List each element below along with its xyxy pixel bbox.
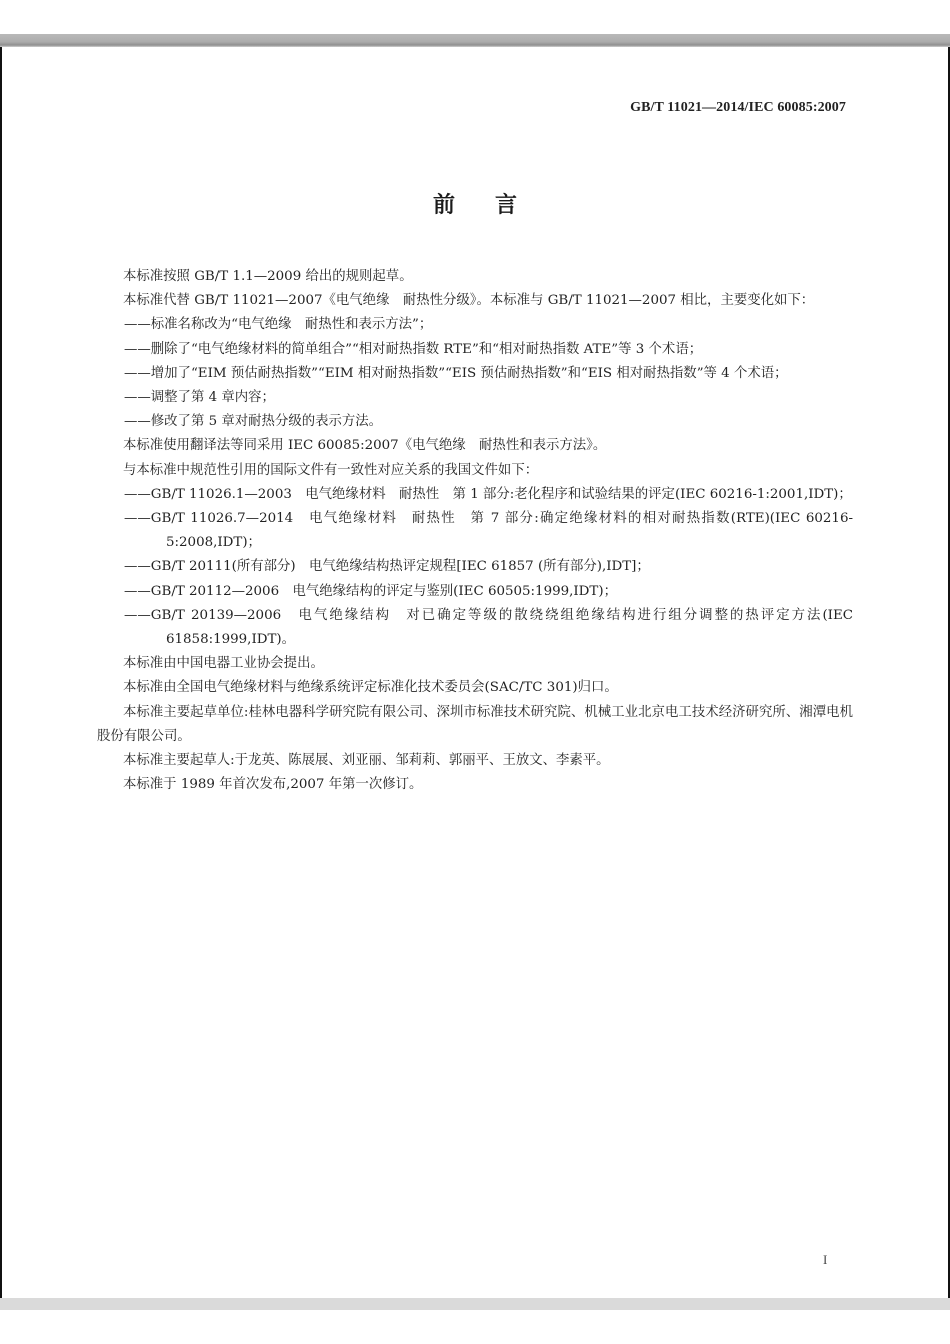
list-item: ——修改了第 5 章对耐热分级的表示方法。 [124,414,383,430]
list-item: ——GB/T 11026.1—2003 电气绝缘材料 耐热性 第 1 部分:老化程序和试验结果的评定(IEC 60216-1:2001,IDT)； [124,486,852,502]
foreword-body [97,265,853,797]
standard-code-header: GB/T 11021—2014/IEC 60085:2007 [630,100,846,115]
list-item: ——GB/T 11026.7—2014 电气绝缘材料 耐热性 第 7 部分:确定绝缘材料的相对耐热指数(RTE)(IEC 60216-5:2008,IDT)； [124,511,853,551]
paragraph: 本标准主要起草单位:桂林电器科学研究院有限公司、深圳市标准技术研究院、机械工业北京电工技术经济研究所、湘潭电机股份有限公司。 [97,704,853,744]
list-item: ——标准名称改为“电气绝缘 耐热性和表示方法”； [124,317,433,333]
list-item: ——GB/T 20112—2006 电气绝缘结构的评定与鉴别(IEC 60505:1999,IDT)； [124,583,617,599]
paragraph: 本标准代替 GB/T 11021—2007《电气绝缘 耐热性分级》。本标准与 GB/T 11021—2007 相比，主要变化如下： [123,293,815,309]
page-title: 前言 [432,193,557,218]
page-bottom-bar [0,1298,950,1310]
page-top-shadow-bar [0,34,950,47]
list-item: ——调整了第 4 章内容； [124,390,275,406]
paragraph: 本标准使用翻译法等同采用 IEC 60085:2007《电气绝缘 耐热性和表示方法》。 [123,438,607,454]
paragraph: 与本标准中规范性引用的国际文件有一致性对应关系的我国文件如下： [123,462,539,478]
paragraph: 本标准主要起草人:于龙英、陈展展、刘亚丽、邹莉莉、郭丽平、王放文、李素平。 [123,753,610,769]
list-item: ——GB/T 20139—2006 电气绝缘结构 对已确定等级的散绕绕组绝缘结构进行组分调整的热评定方法(IEC 61858:1999,IDT)。 [124,607,853,648]
list-item: ——删除了“电气绝缘材料的简单组合”“相对耐热指数 RTE”和“相对耐热指数 ATE”等 3 个术语； [124,341,703,357]
list-item: ——增加了“EIM 预估耐热指数”“EIM 相对耐热指数”“EIS 预估耐热指数”和“EIS 相对耐热指数”等 4 个术语； [124,365,788,381]
paragraph: 本标准由全国电气绝缘材料与绝缘系统评定标准化技术委员会(SAC/TC 301)归口。 [123,680,618,696]
paragraph: 本标准按照 GB/T 1.1—2009 给出的规则起草。 [123,269,413,284]
paragraph: 本标准于 1989 年首次发布,2007 年第一次修订。 [123,777,423,793]
list-item: ——GB/T 20111(所有部分) 电气绝缘结构热评定规程[IEC 61857 (所有部分),IDT]； [124,559,650,575]
page-number: I [823,1252,828,1267]
paragraph: 本标准由中国电器工业协会提出。 [123,656,324,672]
